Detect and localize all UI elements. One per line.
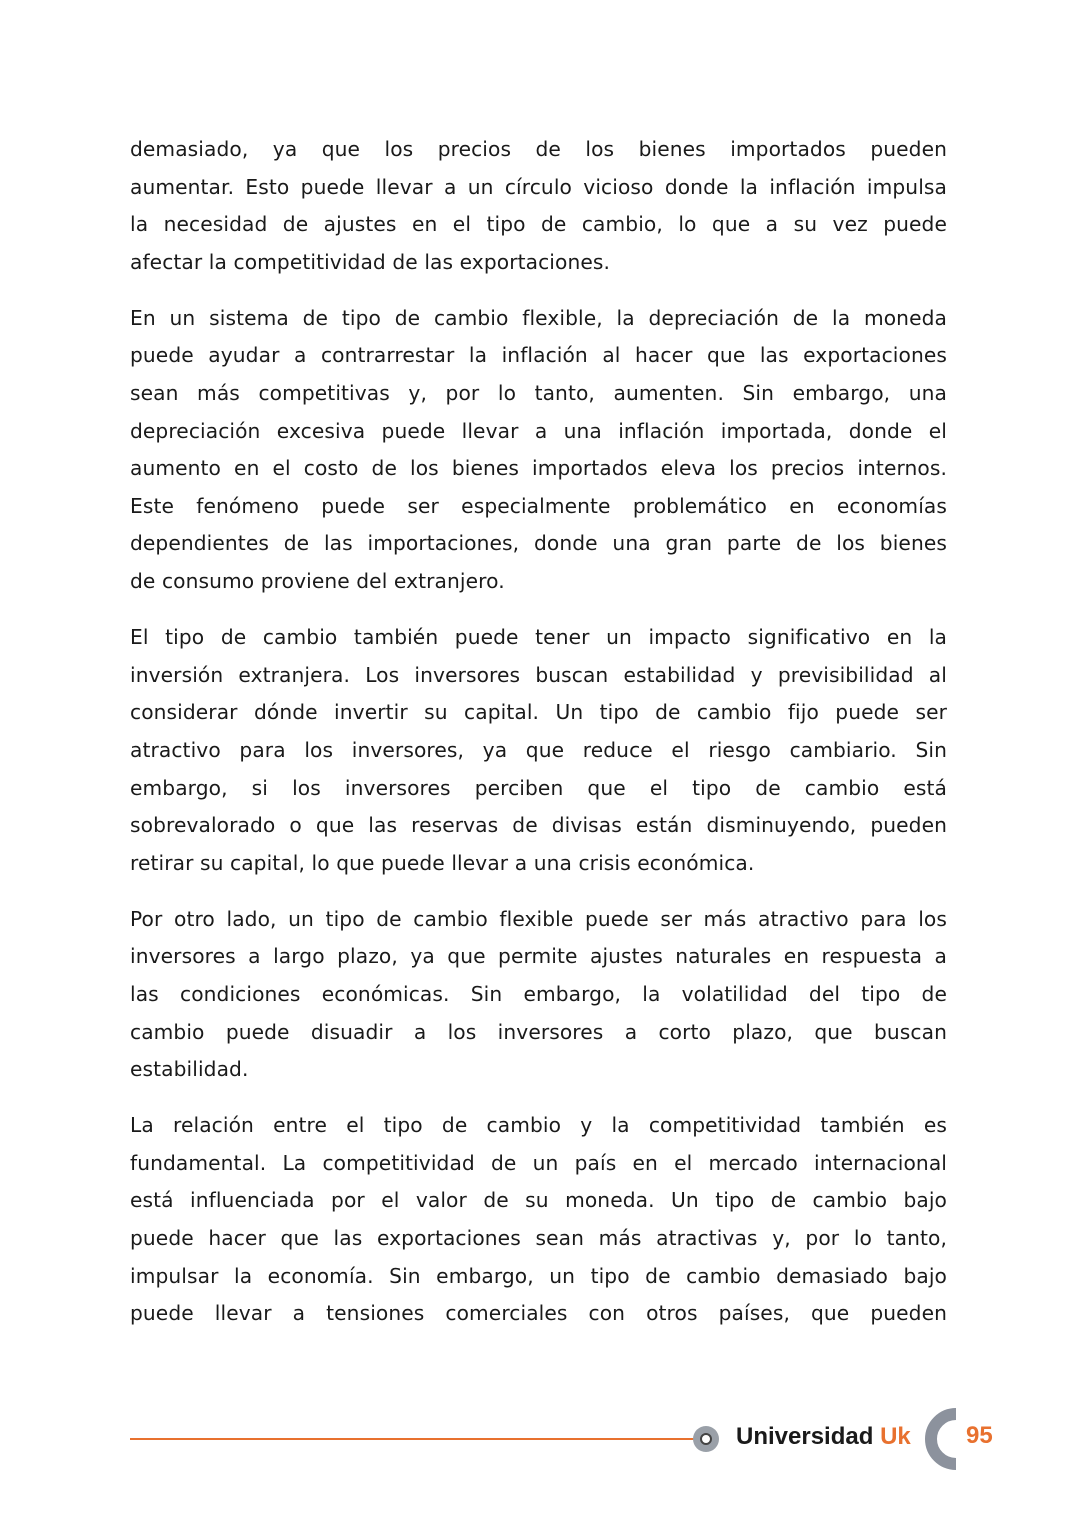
text-line: El tipo de cambio también puede tener un impacto significativo en la [130, 625, 947, 650]
text-line: aumento en el costo de los bienes importados eleva los precios internos. [130, 456, 947, 481]
text-line: puede llevar a tensiones comerciales con otros países, que pueden [130, 1301, 947, 1326]
document-body [130, 131, 947, 1351]
paragraph [130, 1107, 947, 1333]
text-line: sean más competitivas y, por lo tanto, aumenten. Sin embargo, una [130, 381, 947, 406]
text-line: aumentar. Esto puede llevar a un círculo vicioso donde la inflación impulsa [130, 174, 947, 199]
brand-name-text: Universidad [736, 1423, 874, 1450]
page-number: 95 [966, 1422, 993, 1449]
paragraph [130, 131, 947, 281]
text-line: retirar su capital, lo que puede llevar a una crisis económica. [130, 850, 755, 875]
brand-logo-icon [693, 1426, 719, 1452]
text-line: Por otro lado, un tipo de cambio flexible puede ser más atractivo para los [130, 906, 947, 931]
footer-divider [130, 1438, 695, 1440]
paragraph [130, 619, 947, 882]
paragraph [130, 300, 947, 601]
text-line: embargo, si los inversores perciben que el tipo de cambio está [130, 775, 947, 800]
text-line: fundamental. La competitividad de un país en el mercado internacional [130, 1150, 947, 1175]
text-line: La relación entre el tipo de cambio y la competitividad también es [130, 1113, 947, 1138]
text-line: estabilidad. [130, 1057, 249, 1082]
text-line: considerar dónde invertir su capital. Un tipo de cambio fijo puede ser [130, 700, 947, 725]
text-line: demasiado, ya que los precios de los bienes importados pueden [130, 137, 947, 161]
paragraph [130, 901, 947, 1089]
brand-suffix: Uk [880, 1423, 911, 1450]
text-line: atractivo para los inversores, ya que reduce el riesgo cambiario. Sin [130, 737, 947, 762]
text-line: las condiciones económicas. Sin embargo, la volatilidad del tipo de [130, 981, 947, 1006]
text-line: cambio puede disuadir a los inversores a corto plazo, que buscan [130, 1019, 947, 1044]
text-line: de consumo proviene del extranjero. [130, 569, 505, 594]
text-line: puede ayudar a contrarrestar la inflación al hacer que las exportaciones [130, 343, 947, 368]
text-line: la necesidad de ajustes en el tipo de cambio, lo que a su vez puede [130, 212, 947, 237]
text-line: afectar la competitividad de las exportaciones. [130, 249, 611, 274]
text-line: sobrevalorado o que las reservas de divisas están disminuyendo, pueden [130, 813, 947, 838]
text-line: inversores a largo plazo, ya que permite ajustes naturales en respuesta a [130, 944, 947, 969]
text-line: puede hacer que las exportaciones sean más atractivas y, por lo tanto, [130, 1226, 947, 1251]
text-line: impulsar la economía. Sin embargo, un tipo de cambio demasiado bajo [130, 1263, 947, 1288]
brand-name [736, 1423, 911, 1451]
text-line: depreciación excesiva puede llevar a una inflación importada, donde el [130, 418, 947, 443]
text-line: En un sistema de tipo de cambio flexible, la depreciación de la moneda [130, 305, 947, 330]
text-line: dependientes de las importaciones, donde una gran parte de los bienes [130, 531, 947, 556]
text-line: está influenciada por el valor de su moneda. Un tipo de cambio bajo [130, 1188, 947, 1213]
text-line: inversión extranjera. Los inversores buscan estabilidad y previsibilidad al [130, 662, 947, 687]
text-line: Este fenómeno puede ser especialmente problemático en economías [130, 493, 947, 518]
